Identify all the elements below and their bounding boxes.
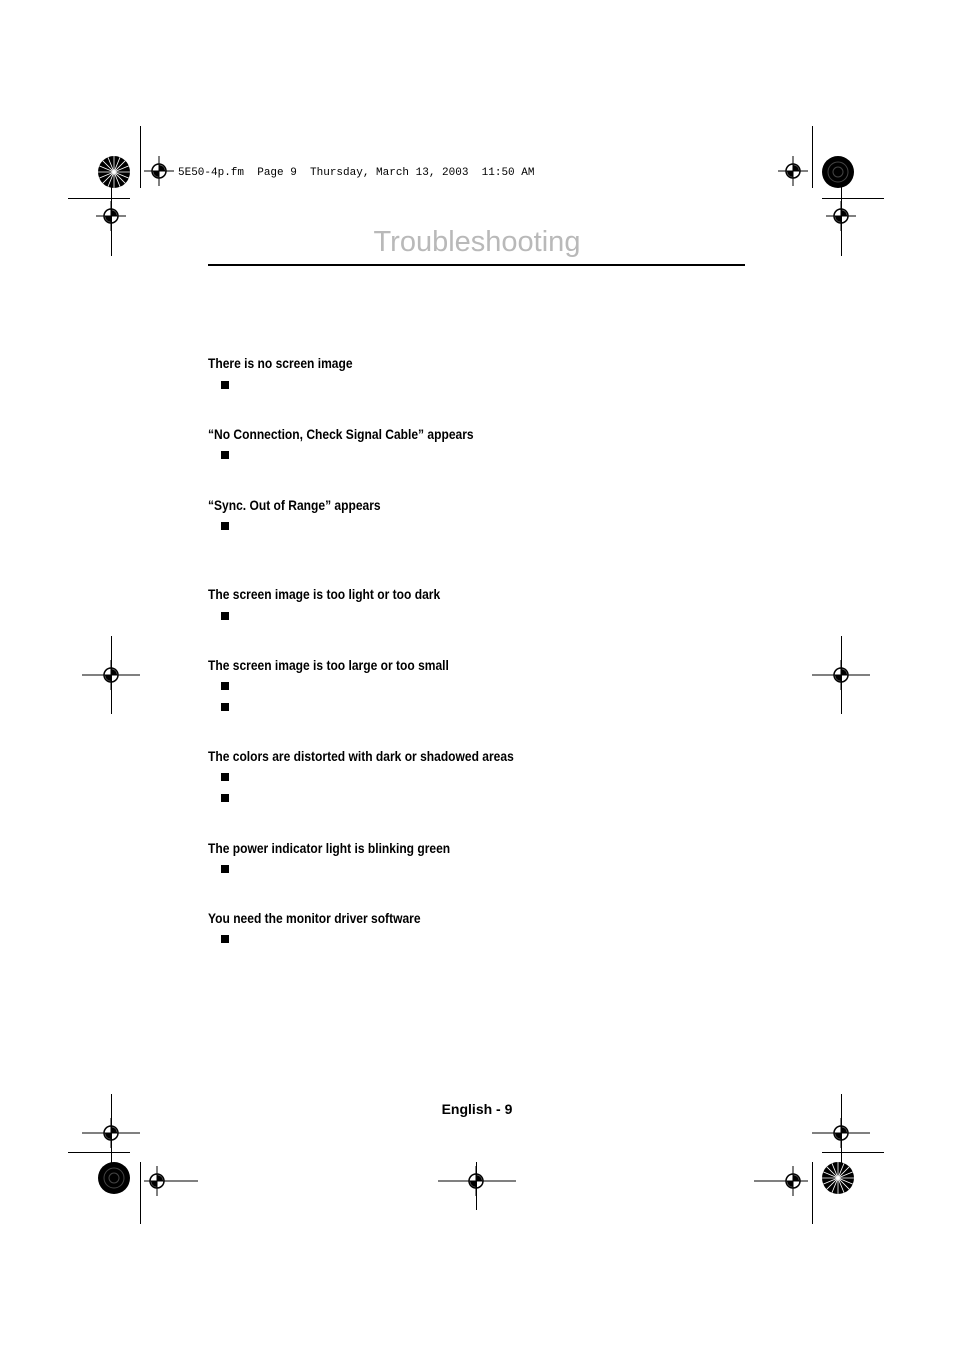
bullet-icon [221, 865, 229, 873]
registration-mark-icon [438, 1166, 516, 1196]
registration-mark-icon [82, 1118, 140, 1148]
registration-mark-icon [82, 660, 140, 690]
registration-mark-icon [144, 156, 174, 186]
page-number: English - 9 [441, 1101, 513, 1117]
section-heading: The power indicator light is blinking green [208, 840, 451, 856]
bullet-icon [221, 703, 229, 711]
section-heading: The screen image is too light or too dark [208, 586, 441, 602]
section-heading: The screen image is too large or too small [208, 657, 449, 673]
section-heading: “No Connection, Check Signal Cable” appears [208, 426, 474, 442]
section-heading: There is no screen image [208, 355, 353, 371]
section-heading: You need the monitor driver software [208, 910, 421, 926]
title-rule [208, 264, 745, 266]
crop-line [140, 1162, 141, 1224]
crop-line [822, 198, 884, 199]
crop-line [68, 198, 130, 199]
section-heading: “Sync. Out of Range” appears [208, 497, 381, 513]
bullet-icon [221, 522, 229, 530]
crop-line [812, 126, 813, 188]
crop-line [812, 1162, 813, 1224]
starburst-mark-icon [821, 1161, 855, 1195]
page-title: Troubleshooting [373, 226, 581, 258]
bullet-icon [221, 381, 229, 389]
registration-mark-icon [754, 1166, 808, 1196]
bullet-icon [221, 451, 229, 459]
crop-line [822, 1152, 884, 1153]
crop-line [140, 126, 141, 188]
starburst-mark-icon [821, 155, 855, 189]
bullet-icon [221, 794, 229, 802]
registration-mark-icon [778, 156, 808, 186]
bullet-icon [221, 773, 229, 781]
bullet-icon [221, 935, 229, 943]
bullet-icon [221, 682, 229, 690]
registration-mark-icon [812, 660, 870, 690]
section-heading: The colors are distorted with dark or shadowed areas [208, 748, 514, 764]
file-stamp: 5E50-4p.fm Page 9 Thursday, March 13, 2003 11:50 AM [178, 167, 535, 179]
registration-mark-icon [812, 1118, 870, 1148]
crop-line [68, 1152, 130, 1153]
starburst-mark-icon [97, 155, 131, 189]
starburst-mark-icon [97, 1161, 131, 1195]
bullet-icon [221, 612, 229, 620]
registration-mark-icon [144, 1166, 198, 1196]
